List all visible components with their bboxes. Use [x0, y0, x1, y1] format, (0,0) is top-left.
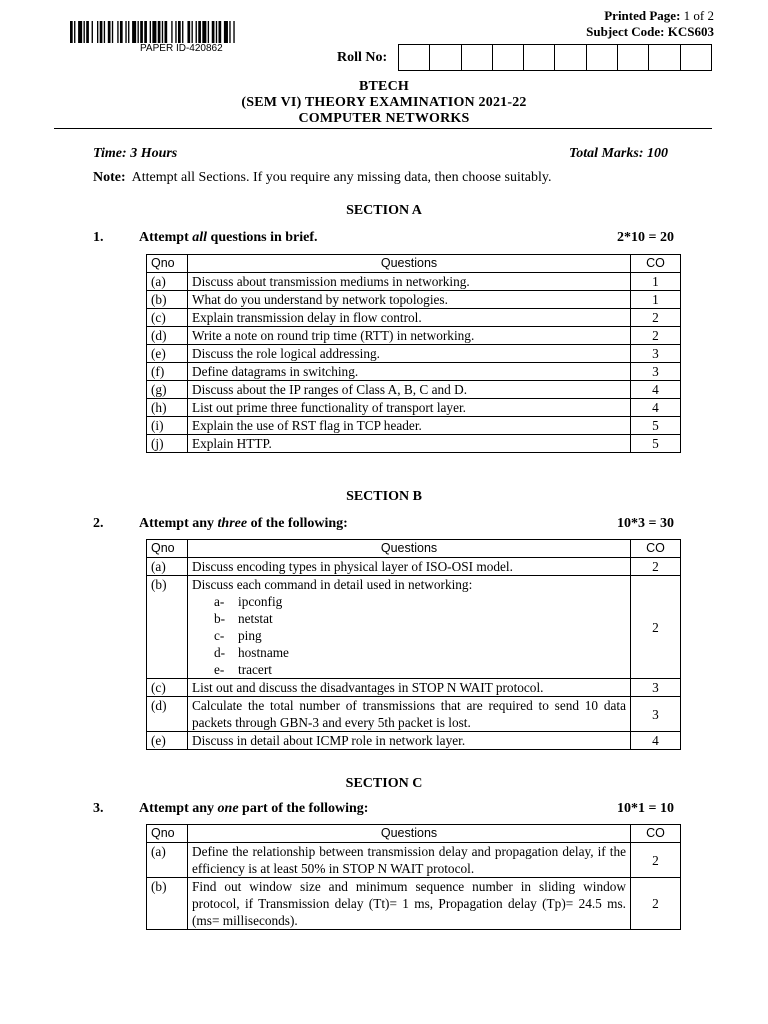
printed-page [604, 8, 714, 24]
question-cell [188, 435, 631, 453]
table-row [147, 878, 681, 930]
question-text: List out and discuss the disadvantages in STOP N WAIT protocol. [192, 680, 544, 695]
sub-item-text: netstat [238, 611, 273, 626]
sub-item [214, 610, 626, 627]
header-divider [54, 128, 712, 129]
subject-code-value: KCS603 [667, 24, 714, 39]
table-row [147, 679, 681, 697]
co-value: 4 [631, 399, 681, 417]
question-cell [188, 291, 631, 309]
question-text: Write a note on round trip time (RTT) in networking. [192, 328, 475, 343]
section-c-title: SECTION C [345, 776, 423, 791]
roll-number-box[interactable] [462, 45, 493, 70]
question-cell [188, 309, 631, 327]
questions-header: Questions [188, 540, 631, 558]
co-value: 2 [631, 576, 681, 679]
co-value: 3 [631, 697, 681, 732]
table-row [147, 417, 681, 435]
question-cell [188, 697, 631, 732]
note-label: Note: [93, 170, 126, 185]
roll-number-box[interactable] [681, 45, 711, 70]
sub-item [214, 627, 626, 644]
section-b-title: SECTION B [346, 489, 422, 504]
table-row [147, 381, 681, 399]
co-value: 1 [631, 273, 681, 291]
roll-number-box[interactable] [587, 45, 618, 70]
co-header: CO [631, 825, 681, 843]
sub-item [214, 593, 626, 610]
table-row [147, 732, 681, 750]
question-text: Discuss in detail about ICMP role in network layer. [192, 733, 466, 748]
question-cell [188, 345, 631, 363]
sub-item-marker: e- [214, 662, 225, 677]
question-text: What do you understand by network topologies. [192, 292, 448, 307]
exam-time: Time: 3 Hours [93, 146, 178, 161]
question-3-instruction [139, 801, 368, 817]
sub-item-text: hostname [238, 645, 289, 660]
question-text: Explain the use of RST flag in TCP header. [192, 418, 422, 433]
question-3-number: 3. [93, 801, 104, 816]
co-value: 4 [631, 381, 681, 399]
question-label: (b) [147, 291, 188, 309]
question-text: Define the relationship between transmission delay and propagation delay, if the efficiency is at least 50% in STOP N WAIT protocol. [192, 844, 626, 876]
question-cell [188, 399, 631, 417]
question-label: (a) [147, 558, 188, 576]
question-text: Discuss encoding types in physical layer of ISO-OSI model. [192, 559, 513, 574]
question-1-number: 1. [93, 230, 104, 245]
co-value: 3 [631, 363, 681, 381]
question-2-instruction [139, 516, 348, 532]
roll-number-boxes[interactable] [398, 44, 712, 71]
table-row [147, 345, 681, 363]
co-value: 3 [631, 679, 681, 697]
section-a-table [146, 254, 681, 453]
question-label: (e) [147, 732, 188, 750]
roll-number-box[interactable] [618, 45, 649, 70]
instruction-emphasis: all [192, 230, 208, 245]
paper-id: PAPER ID-420862 [140, 43, 223, 54]
question-text: Discuss about the IP ranges of Class A, B, C and D. [192, 382, 468, 397]
note-text: Attempt all Sections. If you require any missing data, then choose suitably. [131, 170, 552, 185]
question-label: (a) [147, 843, 188, 878]
co-value: 2 [631, 878, 681, 930]
question-label: (e) [147, 345, 188, 363]
note [93, 170, 551, 186]
question-text: Discuss the role logical addressing. [192, 346, 380, 361]
question-label: (g) [147, 381, 188, 399]
question-text: Discuss each command in detail used in networking: [192, 577, 473, 592]
sub-item-marker: c- [214, 628, 225, 643]
sub-item-marker: d- [214, 645, 226, 660]
instruction-pre: Attempt any [139, 516, 218, 531]
question-cell [188, 363, 631, 381]
question-text: Explain transmission delay in flow control. [192, 310, 422, 325]
question-1-instruction [139, 230, 318, 246]
question-text: Define datagrams in switching. [192, 364, 359, 379]
instruction-emphasis: three [217, 516, 248, 531]
question-label: (i) [147, 417, 188, 435]
co-value: 4 [631, 732, 681, 750]
subject-code-label: Subject Code: [586, 24, 665, 39]
question-label: (a) [147, 273, 188, 291]
barcode-image [70, 21, 298, 43]
printed-page-value: 1 of 2 [683, 8, 714, 23]
question-label: (j) [147, 435, 188, 453]
question-cell [188, 679, 631, 697]
instruction-post: part of the following: [238, 801, 369, 816]
total-marks: Total Marks: 100 [568, 146, 668, 161]
co-header: CO [631, 255, 681, 273]
question-cell [188, 878, 631, 930]
question-cell [188, 558, 631, 576]
roll-number-box[interactable] [649, 45, 680, 70]
table-row [147, 435, 681, 453]
sub-item-marker: a- [214, 594, 225, 609]
sub-item [214, 661, 626, 678]
co-value: 2 [631, 558, 681, 576]
questions-header: Questions [188, 825, 631, 843]
roll-number-box[interactable] [430, 45, 461, 70]
question-2-number: 2. [93, 516, 104, 531]
question-cell [188, 381, 631, 399]
sub-item-marker: b- [214, 611, 226, 626]
co-value: 2 [631, 309, 681, 327]
instruction-emphasis: one [217, 801, 239, 816]
question-cell [188, 576, 631, 679]
instruction-pre: Attempt [139, 230, 193, 245]
qno-header: Qno [147, 540, 188, 558]
program-title: BTECH [358, 79, 409, 94]
question-label: (c) [147, 309, 188, 327]
roll-number-box[interactable] [399, 45, 430, 70]
table-row [147, 576, 681, 679]
question-label: (b) [147, 878, 188, 930]
question-cell [188, 327, 631, 345]
question-cell [188, 732, 631, 750]
table-header-row [147, 540, 681, 558]
section-b-table [146, 539, 681, 750]
question-label: (h) [147, 399, 188, 417]
exam-title: (SEM VI) THEORY EXAMINATION 2021-22 [241, 95, 527, 110]
question-label: (d) [147, 327, 188, 345]
co-value: 5 [631, 435, 681, 453]
sub-item-text: ipconfig [238, 594, 283, 609]
table-header-row [147, 255, 681, 273]
question-3-marks: 10*1 = 10 [617, 801, 674, 816]
question-label: (c) [147, 679, 188, 697]
section-c-table [146, 824, 681, 930]
question-text: Explain HTTP. [192, 436, 272, 451]
sub-item-list [192, 593, 626, 678]
table-row [147, 399, 681, 417]
subject-title: COMPUTER NETWORKS [298, 111, 470, 126]
co-value: 1 [631, 291, 681, 309]
sub-item [214, 644, 626, 661]
question-2-marks: 10*3 = 30 [617, 516, 674, 531]
co-value: 2 [631, 843, 681, 878]
roll-number-box[interactable] [493, 45, 524, 70]
printed-page-label: Printed Page: [604, 8, 681, 23]
sub-item-text: tracert [238, 662, 272, 677]
qno-header: Qno [147, 825, 188, 843]
roll-number-box[interactable] [555, 45, 586, 70]
question-label: (f) [147, 363, 188, 381]
question-cell [188, 417, 631, 435]
table-row [147, 558, 681, 576]
question-text: Discuss about transmission mediums in networking. [192, 274, 470, 289]
co-value: 5 [631, 417, 681, 435]
roll-number-box[interactable] [524, 45, 555, 70]
subject-code [586, 24, 714, 40]
table-row [147, 273, 681, 291]
table-row [147, 843, 681, 878]
table-row [147, 291, 681, 309]
sub-item-text: ping [238, 628, 262, 643]
table-row [147, 363, 681, 381]
question-text: Find out window size and minimum sequence number in sliding window protocol, if Transmission delay (Tt)= 1 ms, Propagation delay (Tp)= 24.5 ms. (ms= milliseconds). [192, 879, 626, 928]
question-text: Calculate the total number of transmissions that are required to send 10 data packets through GBN-3 and every 5th packet is lost. [192, 698, 626, 730]
question-cell [188, 843, 631, 878]
question-label: (d) [147, 697, 188, 732]
questions-header: Questions [188, 255, 631, 273]
question-label: (b) [147, 576, 188, 679]
co-value: 3 [631, 345, 681, 363]
table-row [147, 309, 681, 327]
instruction-pre: Attempt any [139, 801, 218, 816]
instruction-post: questions in brief. [207, 230, 318, 245]
qno-header: Qno [147, 255, 188, 273]
table-row [147, 327, 681, 345]
question-1-marks: 2*10 = 20 [617, 230, 674, 245]
instruction-post: of the following: [247, 516, 348, 531]
co-value: 2 [631, 327, 681, 345]
section-a-title: SECTION A [346, 203, 422, 218]
table-header-row [147, 825, 681, 843]
table-row [147, 697, 681, 732]
roll-number-label: Roll No: [337, 50, 388, 65]
question-cell [188, 273, 631, 291]
question-text: List out prime three functionality of transport layer. [192, 400, 466, 415]
co-header: CO [631, 540, 681, 558]
